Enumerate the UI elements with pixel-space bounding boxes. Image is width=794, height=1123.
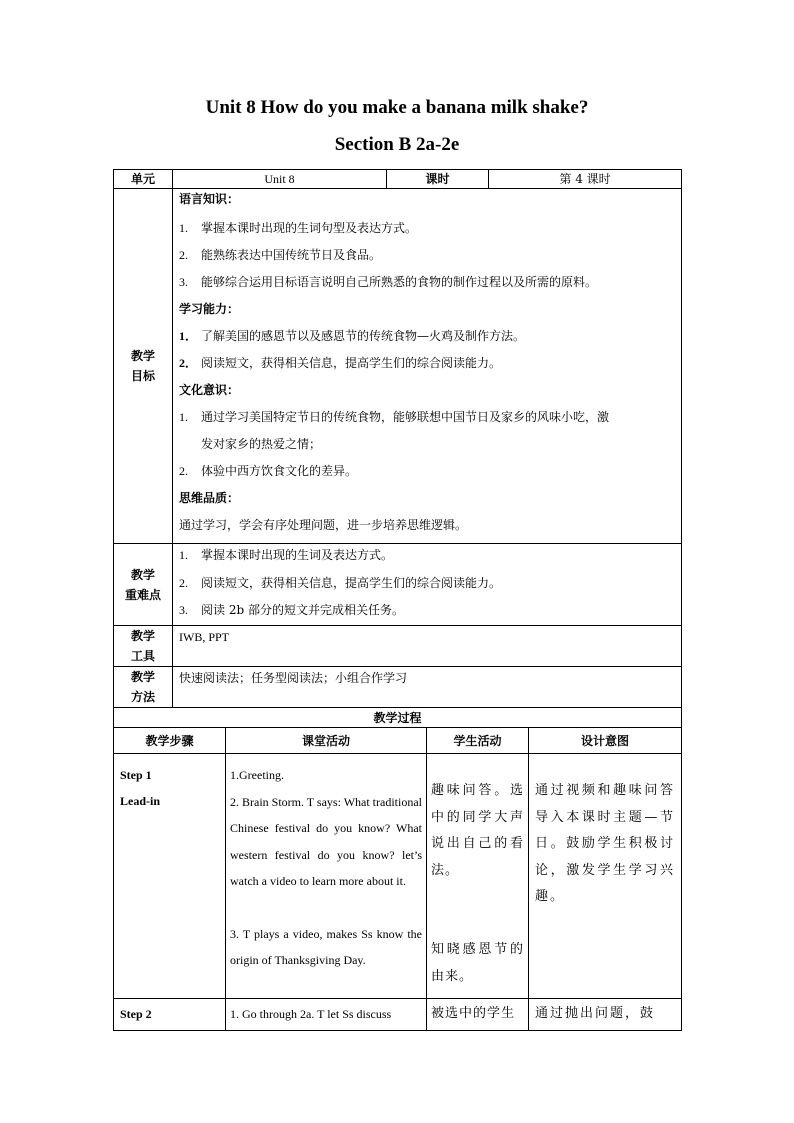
student-activity-text: 知晓感恩节的由来。 bbox=[431, 942, 525, 984]
ability-item bbox=[179, 350, 675, 377]
methods-row bbox=[114, 667, 682, 708]
step2-label: Step 2 bbox=[114, 999, 226, 1031]
item-text: 阅读短文，获得相关信息，提高学生们的综合阅读能力。 bbox=[201, 576, 502, 590]
culture-item-continued bbox=[179, 431, 675, 458]
item-number: 3. bbox=[179, 603, 188, 617]
design-intent-text: 通过视频和趣味问答导入本课时主题—节日。鼓励学生积极讨论，激发学生学习兴趣。 bbox=[535, 783, 676, 904]
item-text: 阅读短文，获得相关信息，提高学生们的综合阅读能力。 bbox=[201, 356, 502, 370]
document-title: Unit 8 How do you make a banana milk shake? bbox=[205, 97, 589, 118]
key-points-cell bbox=[173, 544, 682, 626]
class-activity-line: 2. Brain Storm. T says: What traditional Chinese festival do you know? What western festival do you know? let’s watch a video to learn more about it. bbox=[230, 794, 422, 888]
item-number: 1. bbox=[179, 410, 188, 424]
step2-design-intent: 通过抛出问题，鼓 bbox=[529, 999, 682, 1031]
item-number: 2. bbox=[179, 464, 188, 478]
key-point-item bbox=[179, 570, 675, 597]
culture-item bbox=[179, 404, 675, 431]
item-text: 能够综合运用目标语言说明自己所熟悉的食物的制作过程以及所需的原料。 bbox=[201, 275, 598, 289]
item-text: 通过学习美国特定节日的传统食物，能够联想中国节日及家乡的风味小吃，激 bbox=[201, 410, 610, 424]
step2-class-activity: 1. Go through 2a. T let Ss discuss bbox=[226, 999, 427, 1031]
header-row bbox=[114, 170, 682, 189]
col-design-intent: 设计意图 bbox=[529, 728, 682, 754]
period-label: 课时 bbox=[387, 170, 489, 189]
class-activity-line: 1.Greeting. bbox=[230, 768, 284, 782]
ability-heading: 学习能力： bbox=[179, 302, 240, 316]
lang-item bbox=[179, 269, 675, 296]
methods-label-text: 教学 方法 bbox=[130, 670, 155, 704]
step2-student-activity: 被选中的学生 bbox=[427, 999, 529, 1031]
objectives-cell bbox=[173, 189, 682, 544]
methods-value: 快速阅读法；任务型阅读法；小组合作学习 bbox=[173, 667, 682, 708]
process-columns-row bbox=[114, 728, 682, 754]
col-class-activity: 课堂活动 bbox=[226, 728, 427, 754]
lesson-plan-table bbox=[113, 169, 682, 1031]
step2-row bbox=[114, 999, 682, 1031]
step1-class-activity bbox=[226, 754, 427, 999]
item-text: 掌握本课时出现的生词句型及表达方式。 bbox=[201, 221, 418, 235]
document-subtitle: Section B 2a-2e bbox=[334, 134, 460, 155]
item-number: 2． bbox=[179, 356, 198, 370]
class-activity-line: 3. T plays a video, makes Ss know the origin of Thanksgiving Day. bbox=[230, 926, 422, 967]
key-points-row bbox=[114, 544, 682, 626]
step1-label-text: Step 1 Lead-in bbox=[120, 768, 161, 808]
process-heading-row bbox=[114, 708, 682, 728]
item-number: 1． bbox=[179, 329, 198, 343]
lang-item bbox=[179, 215, 675, 242]
item-text: 掌握本课时出现的生词及表达方式。 bbox=[201, 548, 394, 562]
item-text: 能熟练表达中国传统节日及食品。 bbox=[201, 248, 382, 262]
thinking-heading: 思维品质： bbox=[179, 491, 240, 505]
key-point-item bbox=[179, 544, 675, 570]
tools-value: IWB, PPT bbox=[173, 626, 682, 667]
col-student-activity: 学生活动 bbox=[427, 728, 529, 754]
tools-label bbox=[114, 626, 173, 667]
item-number: 1. bbox=[179, 548, 188, 562]
culture-heading: 文化意识： bbox=[179, 383, 240, 397]
culture-item bbox=[179, 458, 675, 485]
item-number: 1. bbox=[179, 221, 188, 235]
unit-value: Unit 8 bbox=[173, 170, 387, 189]
step1-row bbox=[114, 754, 682, 999]
step1-design-intent bbox=[529, 754, 682, 999]
step1-label bbox=[114, 754, 226, 999]
col-step: 教学步骤 bbox=[114, 728, 226, 754]
lang-heading: 语言知识： bbox=[179, 192, 240, 206]
item-number: 3. bbox=[179, 275, 188, 289]
student-activity-text: 趣味问答。选中的同学大声说出自己的看法。 bbox=[431, 783, 525, 878]
key-point-item bbox=[179, 597, 675, 624]
objectives-row bbox=[114, 189, 682, 544]
unit-label: 单元 bbox=[114, 170, 173, 189]
step1-student-activity bbox=[427, 754, 529, 999]
item-text: 发对家乡的热爱之情； bbox=[201, 437, 322, 451]
ability-item bbox=[179, 323, 675, 350]
objectives-label-text: 教学 目标 bbox=[130, 349, 155, 383]
item-number: 2. bbox=[179, 576, 188, 590]
lang-item bbox=[179, 242, 675, 269]
period-value: 第 4 课时 bbox=[489, 170, 682, 189]
tools-row bbox=[114, 626, 682, 667]
item-text: 体验中西方饮食文化的差异。 bbox=[201, 464, 358, 478]
objectives-label bbox=[114, 189, 173, 544]
item-number: 2. bbox=[179, 248, 188, 262]
methods-label bbox=[114, 667, 173, 708]
item-text: 阅读 2b 部分的短文并完成相关任务。 bbox=[201, 603, 404, 617]
thinking-text: 通过学习，学会有序处理问题，进一步培养思维逻辑。 bbox=[179, 518, 468, 532]
key-points-label-text: 教学 重难点 bbox=[124, 567, 161, 602]
process-heading: 教学过程 bbox=[114, 708, 682, 728]
key-points-label bbox=[114, 544, 173, 626]
item-text: 了解美国的感恩节以及感恩节的传统食物—火鸡及制作方法。 bbox=[201, 329, 526, 343]
tools-label-text: 教学 工具 bbox=[130, 629, 155, 663]
